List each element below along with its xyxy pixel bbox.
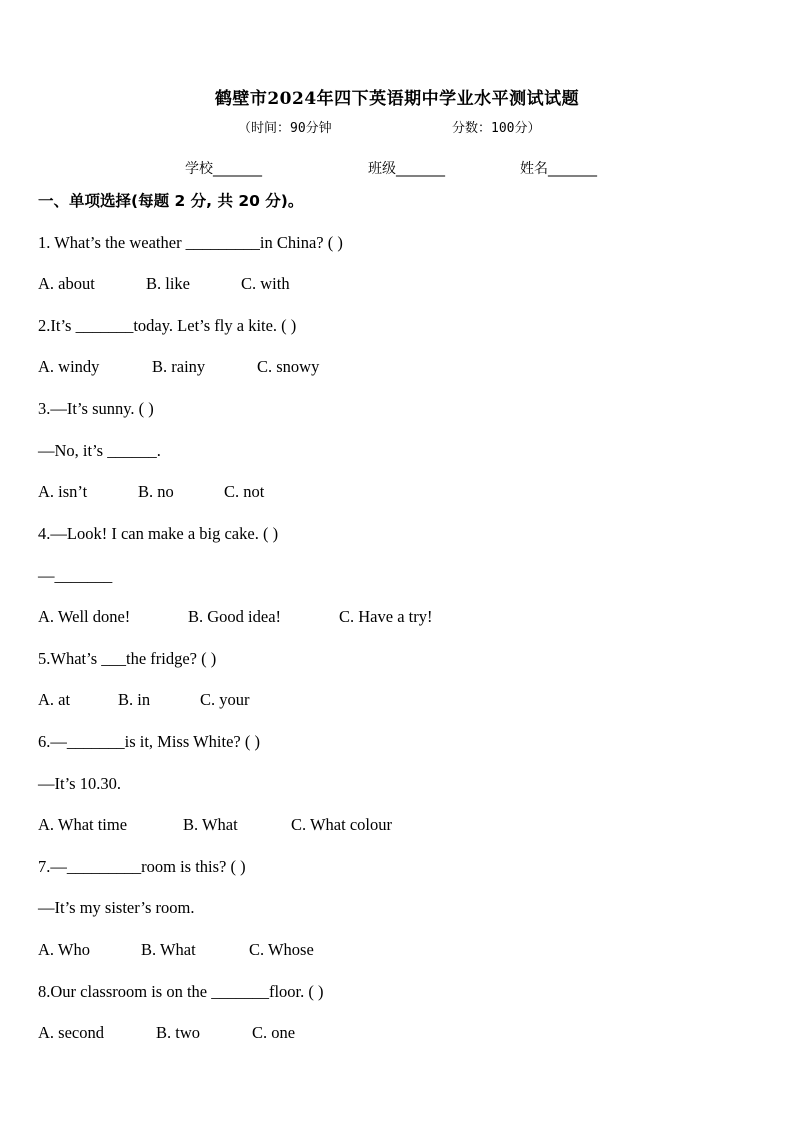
option-b: B. rainy [152,357,206,376]
question-stem: 2.It’s _______today. Let’s fly a kite. ( ) [38,316,297,335]
option-row [38,1023,295,1043]
exam-title: 鹤壁市2024年四下英语期中学业水平测试试题 [214,89,580,109]
option-b: B. in [118,690,151,709]
school-label: 学校 [185,161,213,177]
option-b: B. no [138,482,174,501]
class-field [368,158,445,178]
option-b: B. What [141,940,196,959]
question-stem: 7.—_________room is this? ( ) [38,857,246,876]
option-b: B. Good idea! [188,607,282,626]
student-info [0,158,794,180]
question-line: —It’s 10.30. [38,774,121,793]
option-row [38,940,314,960]
exam-time: （时间：90分钟 [238,121,332,136]
option-b: B. What [183,815,238,834]
question-stem: 3.—It’s sunny. ( ) [38,399,154,418]
option-b: B. two [156,1023,201,1042]
question-stem: 4.—Look! I can make a big cake. ( ) [38,524,279,543]
name-label: 姓名 [520,161,548,177]
option-c: C. Have a try! [339,607,433,626]
option-c: C. with [241,274,290,293]
question-stem: 1. What’s the weather _________in China? ( ) [38,233,343,252]
school-field [185,158,262,178]
option-a: A. isn’t [38,482,88,501]
option-a: A. What time [38,815,128,834]
option-a: A. at [38,690,71,709]
option-a: A. windy [38,357,100,376]
option-c: C. snowy [257,357,320,376]
option-row [38,690,250,710]
option-row [38,357,319,377]
question-line: —No, it’s ______. [38,441,161,460]
question-stem: 5.What’s ___the fridge? ( ) [38,649,217,668]
exam-meta [0,117,794,139]
option-b: B. like [146,274,190,293]
option-row [38,482,264,502]
option-a: A. Well done! [38,607,131,626]
option-c: C. one [252,1023,296,1042]
school-blank: _______ [213,161,262,177]
class-label: 班级 [368,161,396,177]
option-row [38,815,392,835]
option-c: C. not [224,482,265,501]
option-row [38,607,432,627]
option-a: A. about [38,274,95,293]
question-line: —It’s my sister’s room. [38,898,195,917]
question-stem: 6.—_______is it, Miss White? ( ) [38,732,260,751]
option-a: A. second [38,1023,104,1042]
option-c: C. your [200,690,250,709]
class-blank: _______ [396,161,445,177]
option-row [38,274,290,294]
section-heading: 一、单项选择(每题 2 分, 共 20 分)。 [38,192,304,210]
option-a: A. Who [38,940,90,959]
option-c: C. What colour [291,815,392,834]
exam-score: 分数：100分） [452,121,541,136]
option-c: C. Whose [249,940,314,959]
question-line: —_______ [38,566,113,585]
question-stem: 8.Our classroom is on the _______floor. ( ) [38,982,324,1001]
name-blank: _______ [548,161,597,177]
name-field [520,158,597,178]
